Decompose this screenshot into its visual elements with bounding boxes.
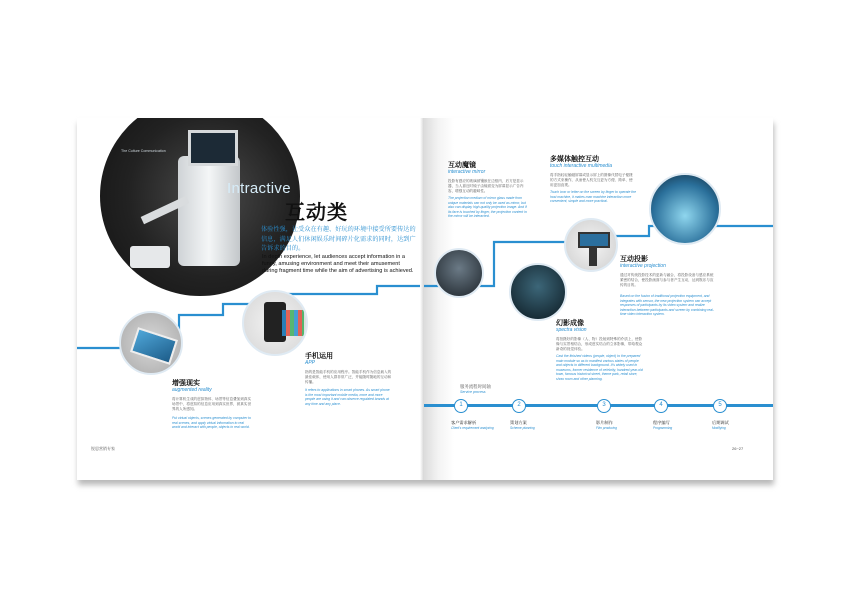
heading-english: Intractive: [227, 180, 291, 197]
process-step-4-marker: 4: [654, 399, 668, 413]
ar-photo-circle: [119, 311, 183, 375]
spectra-body-en: Cast the finished videos (people, object) to the prepared main module so as to manifest various states of people and objects in different background. It's widely used in museums, former residence of celebrity, hundred-year-old town, famous historical street, theme park, retail store, show room and other planning.: [556, 354, 643, 381]
process-step-4-en: Programming: [653, 426, 673, 430]
left-footer: 锐思营销专家: [91, 446, 115, 451]
ar-body-cn: 将计算机生成的虚拟物体、场景等信息叠加到真实场景中，将虚拟的信息应用到真实世界，被真实世界的人所感知。: [172, 397, 252, 411]
touch-title: 多媒体触控互动: [550, 156, 599, 163]
circle-caption: The Culture Communication: [121, 149, 166, 153]
app-body-cn: 指的是智能手机的应用程序。智能手机作为信息载入的最佳载体，使用人群非常广泛，并能随时随地的互动和传播。: [305, 370, 392, 384]
projection-subtitle: interactive projection: [620, 263, 666, 269]
app-body-en: It refers to applications in smart phones. As smart phone is the most important mobile media, more and more people are using it and can observe regulated brands at any time and any place.: [305, 388, 390, 406]
ar-subtitle: augmented reality: [172, 387, 212, 393]
process-step-5-en: Modifying: [712, 426, 726, 430]
projection-photo-circle: [649, 173, 721, 245]
ar-title: 增强现实: [172, 380, 200, 387]
mirror-subtitle: interactive mirror: [448, 169, 486, 175]
process-subtitle: Service process: [460, 390, 486, 394]
process-step-1-en: Client's requirement analyzing: [451, 426, 494, 430]
intro-english: In depth experience, let audiences accept information in a funny, amusing environment and meet their amusement during fragment time while the aim of advertising is achieved.: [262, 254, 414, 274]
right-page: [424, 118, 773, 480]
touch-photo-circle: [564, 218, 618, 272]
heading-chinese: 互动类: [285, 202, 348, 224]
app-photo-circle: [242, 290, 308, 356]
projection-body-cn: 通过对传统投影技术的更新与融合，将投影设备与感应系统紧密的结合，使投影画面与参与者产生互动，达到娱乐与宣传的目的。: [620, 273, 714, 287]
process-step-1-cn: 客户需求解析: [451, 420, 477, 425]
kiosk-body: [178, 156, 240, 266]
spectra-photo-circle: [509, 263, 567, 321]
process-step-3-marker: 3: [597, 399, 611, 413]
mirror-title: 互动魔镜: [448, 162, 476, 169]
process-step-5-cn: 后期调试: [712, 420, 729, 425]
mirror-body-cn: 投影有感应的玻璃被镶嵌在边框内，后方是显示器，当人靠近时镜子由镜面变为屏幕显示广告内容，增强互动的趣味性。: [448, 179, 524, 193]
process-step-4-cn: 程序编写: [653, 420, 670, 425]
mirror-photo-circle: [434, 248, 484, 298]
intro-chinese: 体验性强，让受众在有趣、好玩的环境中接受所要传达的信息，满足人们休闲娱乐时间碎片化需求的同时，达到广告诉求的目的。: [261, 226, 416, 253]
mirror-body-en: The projection medium of mirror glass made from unique materials can not only be used as mirror, but also can display high-quality projection image. And if its face is touched by finger, the projection content in the mirror will be interacted.: [448, 196, 527, 219]
projection-body-en: Based on the fusion of traditional projection equipment, and integrates with sensor, the new projection system can accept responses of participants by its video system and realize interaction between participants and screen by combining real-time video interaction system.: [620, 294, 715, 317]
spectra-title: 幻影成像: [556, 320, 584, 327]
process-title: 服务流程时间轴: [460, 384, 491, 389]
touch-stand: [589, 246, 597, 266]
process-step-5-marker: 5: [713, 399, 727, 413]
page-numbers: 26~27: [732, 446, 744, 451]
app-subtitle: APP: [305, 360, 316, 366]
projection-title: 互动投影: [620, 256, 648, 263]
process-step-2-en: Scheme planning: [510, 426, 535, 430]
touch-body-cn: 将手指轻轻触碰屏幕或显示屏上的图像代替电子便捷的方式来操作，从而使人机交互更为方便、简单、使用更加直观。: [550, 173, 633, 187]
ar-body-en: Put virtual objects, scenes generated by computer to real scenes, and apply virtual information to real world and interact with people, objects in real world.: [172, 416, 251, 430]
process-step-3-en: Film producing: [596, 426, 617, 430]
process-step-3-cn: 影片制作: [596, 420, 613, 425]
app-title: 手机运用: [305, 353, 333, 360]
process-step-2-marker: 2: [512, 399, 526, 413]
app-icons: [282, 310, 304, 336]
process-step-1-marker: 1: [454, 399, 468, 413]
kiosk-screen: [188, 130, 238, 166]
process-step-2-cn: 策划方案: [510, 420, 527, 425]
kiosk-base: [130, 246, 170, 268]
touch-subtitle: touch interactive multimedia: [550, 163, 612, 169]
spectra-body-cn: 将拍摄好的影像（人、物）投射到特殊的介质上，使影像与实景相结合，形成虚实结合的立体影像，带给观众新奇的视觉体验。: [556, 337, 643, 351]
touch-body-en: Touch icon or letter on the screen by finger to operate the host machine, it makes man machine interaction more convenient, simple and more practical.: [550, 190, 637, 204]
spectra-subtitle: spectra vision: [556, 327, 587, 333]
left-page: [77, 118, 424, 480]
ar-tablet: [130, 327, 178, 365]
